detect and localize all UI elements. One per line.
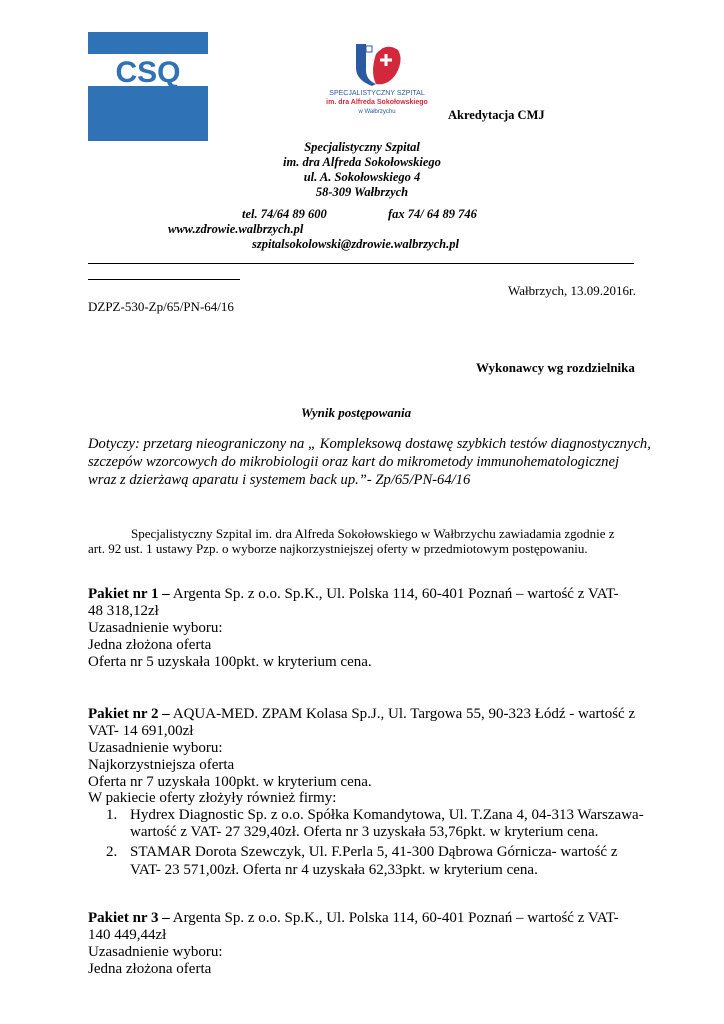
package-1-value: 48 318,12zł xyxy=(88,603,159,619)
hospital-street: ul. A. Sokołowskiego 4 xyxy=(303,170,421,184)
package-1-header xyxy=(88,586,619,603)
intro-line-1: Specjalistyczny Szpital im. dra Alfreda Sokołowskiego w Wałbrzychu zawiadamia zgodnie z xyxy=(131,526,615,541)
package-3-vendor: Argenta Sp. z o.o. Sp.K., Ul. Polska 114, 60-401 Poznań – wartość z VAT- xyxy=(169,910,619,926)
hospital-name-sub: im. dra Alfreda Sokołowskiego xyxy=(283,155,441,169)
csq-certification-logo xyxy=(88,32,208,141)
list-item-number: 1. xyxy=(106,807,118,823)
hospital-logo-line1: SPECJALISTYCZNY SZPITAL xyxy=(329,90,425,97)
package-3-justification-label: Uzasadnienie wyboru: xyxy=(88,944,223,960)
hospital-website-link[interactable]: www.zdrowie.walbrzych.pl xyxy=(168,222,304,236)
package-2-label: Pakiet nr 2 – xyxy=(88,706,170,722)
package-1-vendor: Argenta Sp. z o.o. Sp.K., Ul. Polska 114, 60-401 Poznań – wartość z VAT- xyxy=(169,586,619,602)
package-3-value: 140 449,44zł xyxy=(88,927,167,943)
list-item-line-2: wartość z VAT- 27 329,40zł. Oferta nr 3 uzyskała 53,76pkt. w kryterium cena. xyxy=(130,824,599,840)
hospital-logo-line3: w Wałbrzychu xyxy=(358,109,396,115)
list-item-line-2: VAT- 23 571,00zł. Oferta nr 4 uzyskała 62,33pkt. w kryterium cena. xyxy=(130,862,538,878)
header-divider xyxy=(88,263,634,264)
subject-line-1: Dotyczy: przetarg nieograniczony na „ Kompleksową dostawę szybkich testów diagnostycznych, xyxy=(88,436,651,452)
package-1-score: Oferta nr 5 uzyskała 100pkt. w kryterium cena. xyxy=(88,654,372,670)
package-3-label: Pakiet nr 3 – xyxy=(88,910,170,926)
place-date: Wałbrzych, 13.09.2016r. xyxy=(508,283,636,298)
document-reference: DZPZ-530-Zp/65/PN-64/16 xyxy=(88,299,234,314)
accreditation-label: Akredytacja CMJ xyxy=(448,108,545,122)
package-2-justification: Najkorzystniejsza oferta xyxy=(88,757,235,773)
recipient-line: Wykonawcy wg rozdzielnika xyxy=(476,360,635,375)
list-item-line-1: STAMAR Dorota Szewczyk, Ul. F.Perla 5, 41-300 Dąbrowa Górnicza- wartość z xyxy=(130,844,618,860)
list-item-line-1: Hydrex Diagnostic Sp. z o.o. Spółka Komandytowa, Ul. T.Zana 4, 04-313 Warszawa- xyxy=(130,807,644,823)
subject-line-3: wraz z dzierżawą aparatu i systemem back up.”- Zp/65/PN-64/16 xyxy=(88,472,471,488)
hospital-phone: tel. 74/64 89 600 xyxy=(242,207,327,221)
intro-line-2: art. 92 ust. 1 ustawy Pzp. o wyborze najkorzystniejszej oferty w przedmiotowym postępowaniu. xyxy=(88,541,588,556)
package-1-label: Pakiet nr 1 – xyxy=(88,586,170,602)
package-1-justification-label: Uzasadnienie wyboru: xyxy=(88,620,223,636)
csq-logo-text: CSQ xyxy=(115,56,181,89)
hospital-logo-line2: im. dra Alfreda Sokołowskiego xyxy=(326,99,428,106)
package-1-justification: Jedna złożona oferta xyxy=(88,637,212,653)
hospital-city: 58-309 Wałbrzych xyxy=(315,185,409,199)
reference-underline xyxy=(88,279,240,280)
hospital-logo xyxy=(312,40,442,122)
package-2-others-label: W pakiecie oferty złożyły również firmy: xyxy=(88,790,337,806)
hospital-name: Specjalistyczny Szpital xyxy=(304,140,420,154)
hospital-fax: fax 74/ 64 89 746 xyxy=(388,207,477,221)
document-title: Wynik postępowania xyxy=(301,405,412,420)
package-2-vendor: AQUA-MED. ZPAM Kolasa Sp.J., Ul. Targowa 55, 90-323 Łódź - wartość z xyxy=(169,706,636,722)
package-3-header xyxy=(88,910,619,927)
package-2-justification-label: Uzasadnienie wyboru: xyxy=(88,740,223,756)
package-2-value: VAT- 14 691,00zł xyxy=(88,723,194,739)
hospital-emblem-icon xyxy=(350,40,406,88)
subject-line-2: szczepów wzorcowych do mikrobiologii oraz kart do mikrometody immunohematologicznej xyxy=(88,454,619,470)
package-2-header xyxy=(88,706,635,723)
package-2-score: Oferta nr 7 uzyskała 100pkt. w kryterium cena. xyxy=(88,774,372,790)
hospital-email-link[interactable]: szpitalsokolowski@zdrowie.walbrzych.pl xyxy=(252,237,459,251)
package-3-justification: Jedna złożona oferta xyxy=(88,961,212,977)
list-item-number: 2. xyxy=(106,844,118,860)
csq-logo-graphic xyxy=(88,32,208,141)
